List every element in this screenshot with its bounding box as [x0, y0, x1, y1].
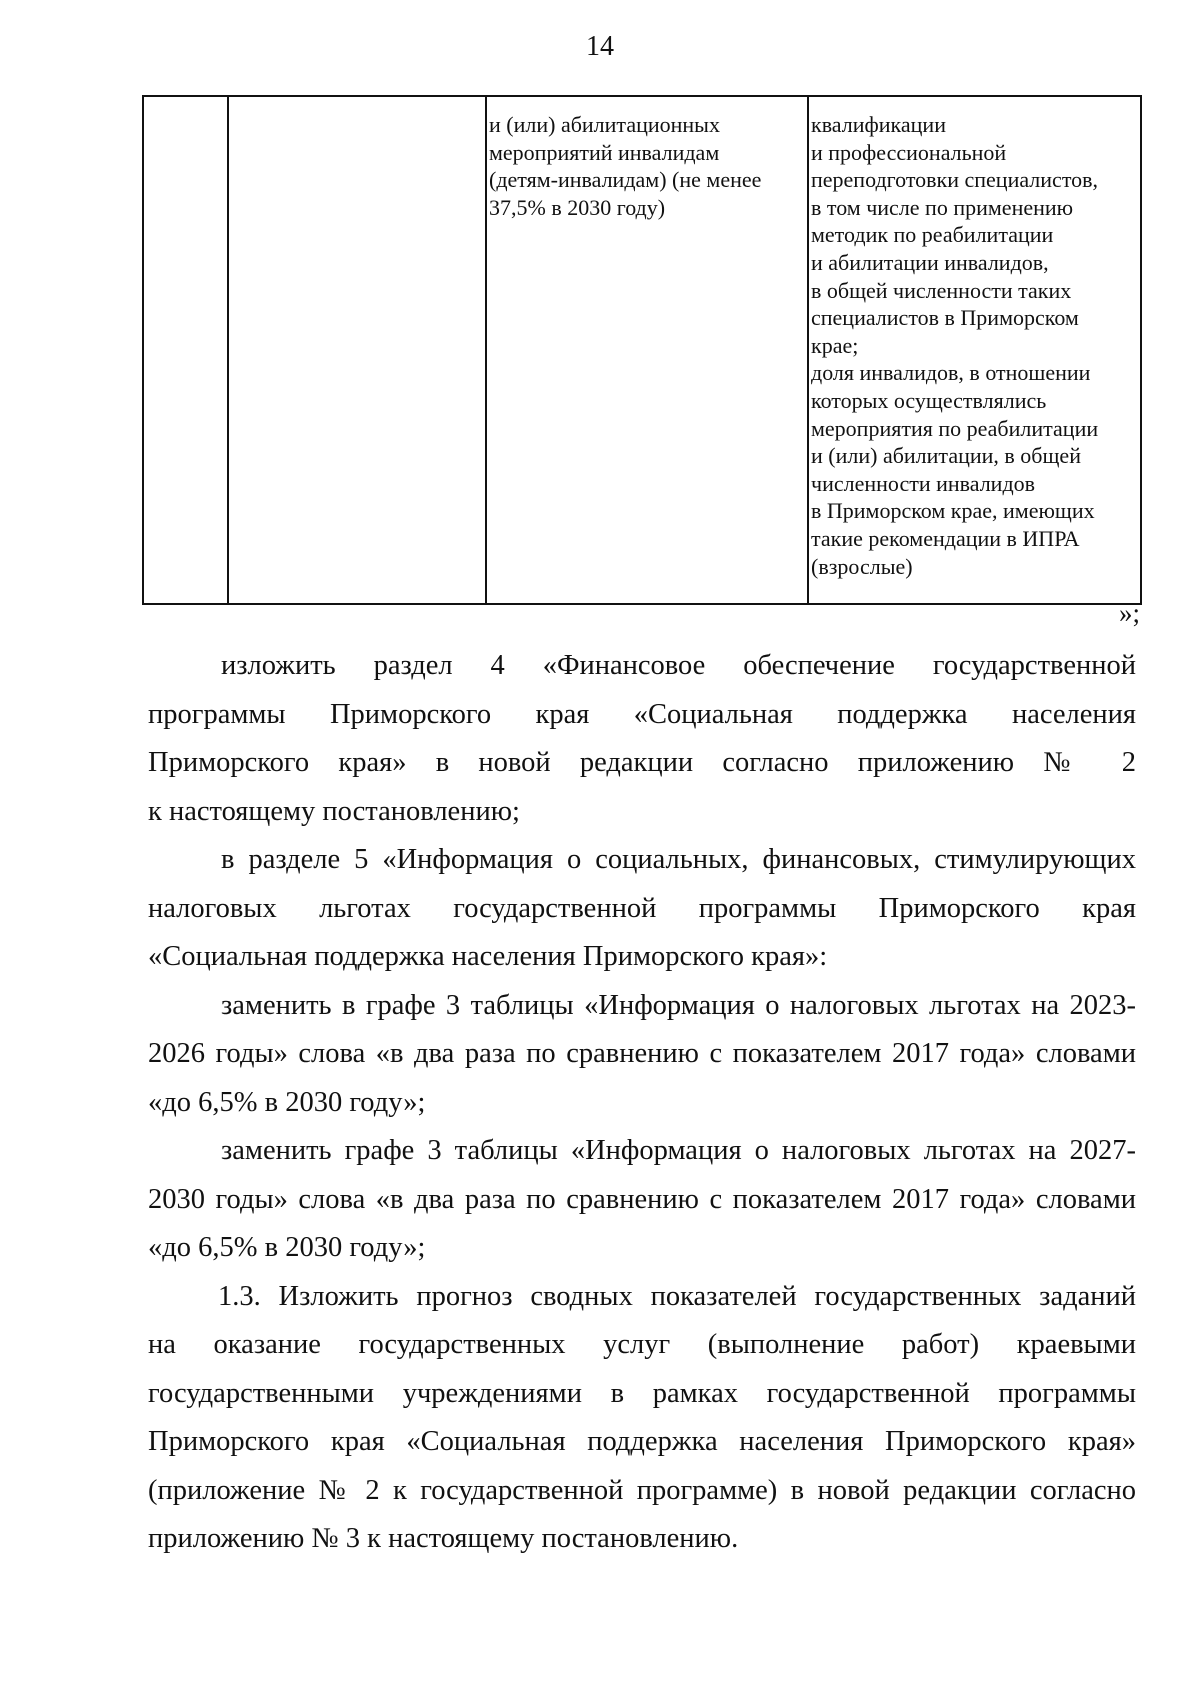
text-line: и (или) абилитации, в общей: [811, 443, 1081, 469]
text-line: в том числе по применению: [811, 194, 1074, 220]
paragraph-replace-2027: [148, 1127, 1136, 1273]
text-line: в общей численности таких: [811, 277, 1072, 303]
text-line: 2026 годы» слова «в два раза по сравнению с показателем 2017 года» словами: [148, 1038, 1136, 1069]
paragraph-replace-2023: [148, 982, 1136, 1128]
table-cell-col4: [808, 96, 1141, 604]
text-line: 1.3. Изложить прогноз сводных показателей государственных заданий: [218, 1280, 1136, 1312]
text-line: 37,5% в 2030 году): [489, 194, 666, 220]
text-line: специалистов в Приморском: [811, 305, 1079, 331]
text-line: 2030 годы» слова «в два раза по сравнению с показателем 2017 года» словами: [148, 1183, 1136, 1215]
text-line: Приморского края «Социальная поддержка населения Приморского края»: [148, 1426, 1136, 1457]
table-cell-col3: [486, 96, 808, 604]
text-line: государственными учреждениями в рамках государственной программы: [148, 1377, 1136, 1409]
text-line: квалификации: [811, 112, 946, 137]
text-line: крае;: [811, 332, 859, 358]
text-line: налоговых льготах государственной программы Приморского края: [148, 892, 1136, 924]
text-line: заменить в графе 3 таблицы «Информация о налоговых льготах на 2023-: [221, 989, 1136, 1021]
table-cell-col1: [143, 96, 228, 604]
text-line: в разделе 5 «Информация о социальных, финансовых, стимулирующих: [221, 844, 1136, 875]
text-line: и профессиональной: [811, 139, 1007, 165]
text-line: доля инвалидов, в отношении: [811, 360, 1091, 386]
text-line: переподготовки специалистов,: [811, 167, 1099, 193]
text-line: «до 6,5% в 2030 году»;: [148, 1086, 426, 1118]
text-line: и абилитации инвалидов,: [811, 249, 1049, 275]
text-line: к настоящему постановлению;: [148, 795, 520, 827]
table-row: [143, 96, 1141, 604]
paragraph-section-4: [148, 642, 1136, 836]
paragraph-section-5: [148, 836, 1136, 982]
col4-text: [811, 111, 1138, 580]
page-number: 14: [586, 31, 614, 62]
closing-quote-mark: »;: [1118, 598, 1140, 628]
text-line: в Приморском крае, имеющих: [811, 498, 1095, 524]
text-line: мероприятия по реабилитации: [811, 415, 1099, 441]
text-line: «Социальная поддержка населения Приморского края»:: [148, 941, 828, 972]
paragraph-item-1-3: [148, 1273, 1136, 1564]
text-line: приложению № 3 к настоящему постановлению.: [148, 1523, 739, 1554]
text-line: заменить графе 3 таблицы «Информация о налоговых льготах на 2027-: [221, 1135, 1136, 1166]
text-line: такие рекомендации в ИПРА: [811, 525, 1080, 551]
text-line: программы Приморского края «Социальная поддержка населения: [148, 698, 1136, 730]
text-line: которых осуществлялись: [811, 387, 1047, 413]
text-line: «до 6,5% в 2030 году»;: [148, 1232, 426, 1263]
text-line: изложить раздел 4 «Финансовое обеспечение государственной: [221, 650, 1136, 681]
text-line: на оказание государственных услуг (выполнение работ) краевыми: [148, 1329, 1136, 1360]
text-line: Приморского края» в новой редакции согласно приложению № 2: [148, 747, 1136, 778]
indicators-table: [142, 95, 1142, 605]
col3-text: [489, 111, 805, 221]
text-line: методик по реабилитации: [811, 222, 1054, 248]
text-line: (приложение № 2 к государственной программе) в новой редакции согласно: [148, 1474, 1136, 1506]
text-line: мероприятий инвалидам: [489, 139, 720, 165]
text-line: численности инвалидов: [811, 470, 1036, 496]
text-line: и (или) абилитационных: [489, 112, 720, 137]
text-line: (взрослые): [811, 553, 913, 579]
table-cell-col2: [228, 96, 486, 604]
document-body: [148, 642, 1136, 1564]
text-line: (детям-инвалидам) (не менее: [489, 167, 762, 193]
